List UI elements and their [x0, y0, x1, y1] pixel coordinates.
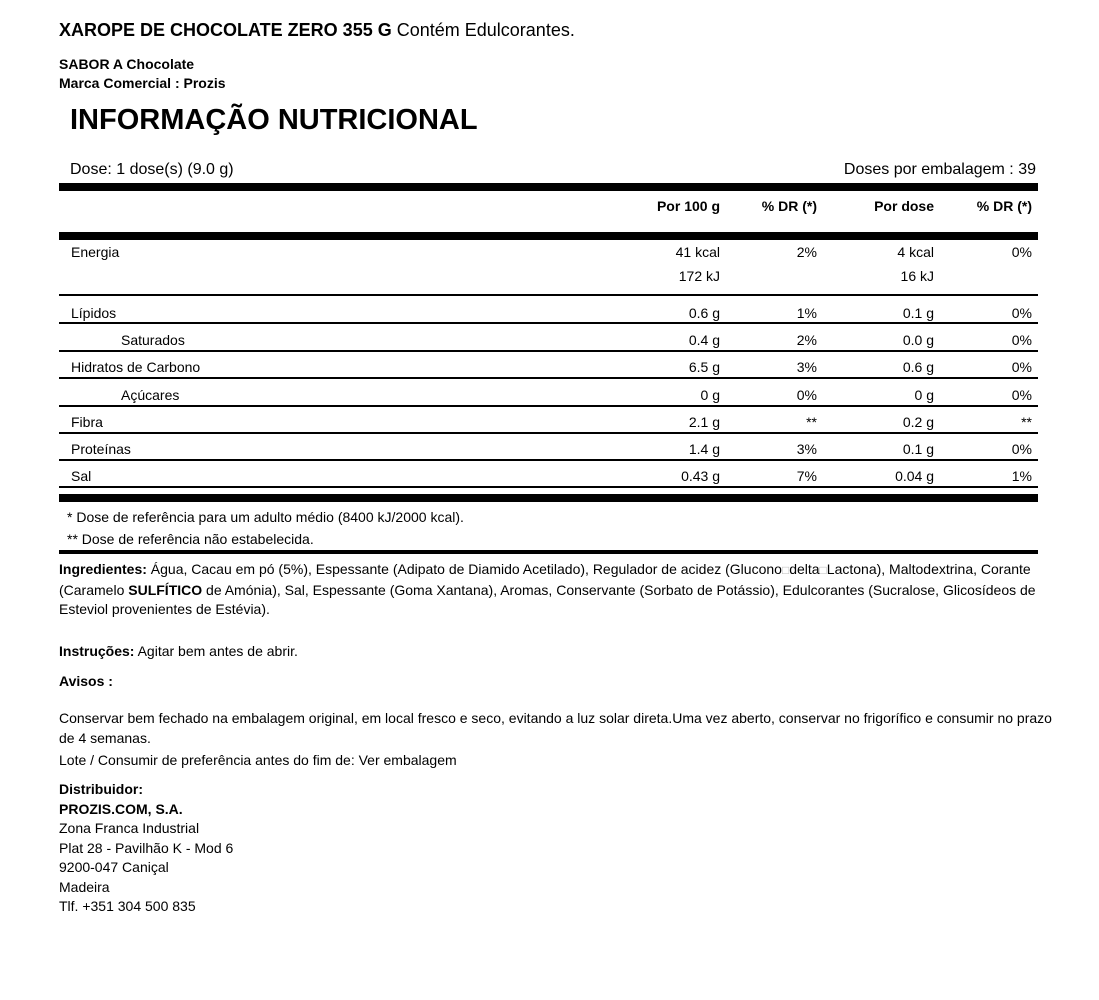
ingredients-text: de Amónia), Sal, Espessante (Goma Xantana), Aromas, Conservante (Sorbato de Potássio), Edulcorantes (Sucralose, Glicosídeos de Esteviol provenientes de Estévia). — [59, 581, 1036, 617]
value-per100: 0 g — [700, 387, 720, 403]
servings-per-pack: Doses por embalagem : 39 — [843, 161, 1036, 178]
header-bottom-rule — [59, 232, 1038, 240]
storage-warning: Conservar bem fechado na embalagem original, em local fresco e seco, evitando a luz solar direta.Uma vez aberto, conservar no frigorífico e consumir no prazo de 4 semanas. — [59, 710, 1052, 746]
row-divider — [59, 350, 1038, 352]
value-drdose: 0% — [1011, 441, 1032, 457]
ingredients-text: Lactona), Maltodextrina, Corante (Caramelo — [59, 561, 1031, 598]
distributor-label: Distribuidor: — [59, 781, 143, 797]
value-per100: 0.6 g — [688, 305, 720, 321]
value-dr100: 7% — [796, 468, 817, 484]
value-dr100: 2% — [796, 332, 817, 348]
serving-size: Dose: 1 dose(s) (9.0 g) — [70, 161, 234, 178]
row-divider — [59, 322, 1038, 324]
value-perdose: 0.6 g — [902, 359, 934, 375]
energy-perdose-kcal: 4 kcal — [897, 244, 934, 260]
ingredients-text: delta — [789, 561, 820, 577]
address-line: Zona Franca Industrial — [59, 820, 200, 836]
address-line: 9200-047 Caniçal — [59, 859, 169, 875]
row-label: Açúcares — [121, 387, 180, 403]
product-title — [59, 20, 575, 41]
ingredients-text: Água, Cacau em pó (5%), Espessante (Adipato de Diamido Acetilado), Regulador de acidez (Glucono — [146, 561, 782, 577]
row-label: Lípidos — [71, 305, 117, 321]
ingredients-paragraph — [59, 560, 1059, 620]
value-perdose: 0 g — [914, 387, 934, 403]
value-drdose: 0% — [1011, 332, 1032, 348]
missing-glyph-icon: □ — [819, 563, 827, 577]
value-perdose: 0.0 g — [902, 332, 934, 348]
row-divider — [59, 405, 1038, 407]
warnings-label: Avisos : — [59, 673, 113, 689]
row-divider — [59, 377, 1038, 379]
product-brand: Marca Comercial : Prozis — [59, 75, 226, 91]
table-top-rule — [59, 183, 1038, 191]
value-per100: 1.4 g — [688, 441, 720, 457]
energy-per100-kcal: 41 kcal — [675, 244, 720, 260]
value-drdose: 0% — [1011, 305, 1032, 321]
nutrition-heading: INFORMAÇÃO NUTRICIONAL — [70, 104, 478, 136]
value-drdose: 0% — [1011, 387, 1032, 403]
instructions-paragraph — [59, 642, 1059, 662]
row-divider — [59, 459, 1038, 461]
footnote-not-established: ** Dose de referência não estabelecida. — [67, 531, 314, 547]
row-divider — [59, 432, 1038, 434]
value-dr100: ** — [806, 414, 817, 430]
distributor-phone: Tlf. +351 304 500 835 — [59, 898, 196, 914]
instructions-text: Agitar bem antes de abrir. — [134, 643, 298, 659]
energy-drdose: 0% — [1011, 244, 1032, 260]
distributor-block — [59, 780, 233, 917]
value-per100: 0.4 g — [688, 332, 720, 348]
ingredients-label: Ingredientes: — [59, 561, 147, 577]
energy-dr100: 2% — [796, 244, 817, 260]
footnote-rule — [59, 550, 1038, 554]
row-divider — [59, 486, 1038, 488]
address-line: Plat 28 - Pavilhão K - Mod 6 — [59, 839, 234, 856]
value-drdose: ** — [1021, 414, 1032, 430]
row-label: Fibra — [71, 414, 103, 430]
product-name: XAROPE DE CHOCOLATE ZERO 355 G — [59, 20, 392, 40]
table-bottom-rule — [59, 494, 1038, 502]
product-name-suffix: Contém Edulcorantes. — [396, 20, 575, 40]
value-dr100: 3% — [796, 359, 817, 375]
row-label: Saturados — [121, 332, 185, 348]
value-per100: 2.1 g — [688, 414, 720, 430]
value-per100: 6.5 g — [688, 359, 720, 375]
value-drdose: 0% — [1011, 359, 1032, 375]
row-label: Hidratos de Carbono — [71, 359, 201, 375]
value-per100: 0.43 g — [681, 468, 720, 484]
value-dr100: 0% — [796, 387, 817, 403]
energy-perdose-kj: 16 kJ — [900, 268, 934, 284]
lot-info: Lote / Consumir de preferência antes do fim de: Ver embalagem — [59, 752, 457, 768]
value-dr100: 3% — [796, 441, 817, 457]
product-flavor: SABOR A Chocolate — [59, 56, 195, 72]
value-dr100: 1% — [796, 305, 817, 321]
column-header-per100: Por 100 g — [656, 198, 720, 214]
value-drdose: 1% — [1011, 468, 1032, 484]
allergen-highlight: SULFÍTICO — [128, 581, 203, 598]
row-label: Sal — [71, 468, 92, 484]
value-perdose: 0.04 g — [895, 468, 934, 484]
instructions-label: Instruções: — [59, 643, 135, 659]
value-perdose: 0.2 g — [902, 414, 934, 430]
value-perdose: 0.1 g — [902, 305, 934, 321]
footnote-reference-intake: * Dose de referência para um adulto médio (8400 kJ/2000 kcal). — [67, 509, 464, 525]
column-header-drdose: % DR (*) — [976, 198, 1032, 214]
warnings-label-line — [59, 672, 1059, 692]
column-header-perdose: Por dose — [874, 198, 934, 214]
row-divider — [59, 294, 1038, 296]
value-perdose: 0.1 g — [902, 441, 934, 457]
column-header-dr100: % DR (*) — [761, 198, 817, 214]
missing-glyph-icon: □ — [781, 563, 790, 577]
energy-per100-kj: 172 kJ — [678, 268, 720, 284]
distributor-company: PROZIS.COM, S.A. — [59, 800, 183, 817]
row-label: Proteínas — [71, 441, 131, 457]
address-line: Madeira — [59, 878, 110, 895]
row-label: Energia — [71, 244, 120, 260]
